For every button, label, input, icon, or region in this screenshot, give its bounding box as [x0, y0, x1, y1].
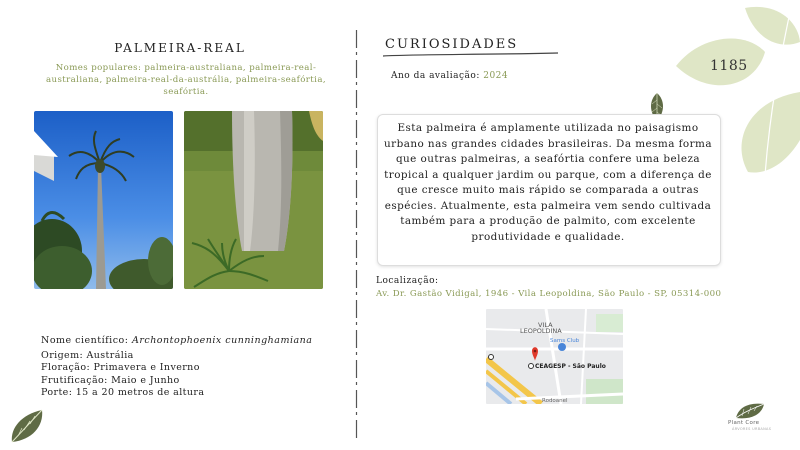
location-map[interactable]: [486, 309, 623, 404]
column-divider: [355, 30, 358, 442]
map-district-2: LEOPOLDINA: [520, 327, 562, 335]
map-poi-sams: Sams Club: [550, 338, 580, 344]
scientific-name: [41, 335, 312, 346]
plant-core-logo-icon: [734, 402, 766, 420]
logo-tagline: ÁRVORES URBANAS: [732, 427, 772, 431]
fact-fruiting: Frutificação: Maio e Junho: [41, 374, 180, 386]
palm-trunk-photo: [184, 111, 323, 289]
location-address: Av. Dr. Gastão Vidigal, 1946 - Vila Leopoldina, São Paulo - SP, 05314-000: [376, 289, 722, 299]
map-poi-ceagesp: CEAGESP - São Paulo: [535, 363, 606, 370]
leaf-icon-bottom-left: [8, 406, 48, 446]
fact-flowering: Floração: Primavera e Inverno: [41, 362, 200, 374]
location-label: Localização:: [376, 276, 439, 286]
map-road-label: Rodoanel: [542, 398, 568, 404]
fact-size: Porte: 15 a 20 metros de altura: [41, 386, 205, 398]
scientific-name-label: Nome científico:: [41, 335, 129, 346]
year-label: Ano da avaliação:: [391, 71, 480, 81]
title-underline: [383, 52, 558, 58]
plant-title: PALMEIRA-REAL: [114, 41, 246, 55]
leaf-shape-top: [745, 7, 800, 45]
logo-name: Plant Core: [728, 420, 760, 426]
leaf-shape-bottom: [741, 92, 800, 173]
curiosities-title: CURIOSIDADES: [385, 37, 519, 52]
year-value: 2024: [483, 71, 509, 81]
record-number: 1185: [710, 58, 748, 74]
map-district-1: VILA: [538, 321, 553, 329]
popular-names: Nomes populares: palmeira-australiana, palmeira-real-australiana, palmeira-real-da-austrália, palmeira-seafórtia, seafórtia.: [46, 63, 326, 97]
scientific-name-value: Archontophoenix cunninghamiana: [131, 335, 313, 346]
plant-facts: [41, 350, 204, 399]
evaluation-year: [391, 71, 508, 81]
palm-tree-photo: [34, 111, 173, 289]
curiosities-text: Esta palmeira é amplamente utilizada no paisagismo urbano nas grandes cidades brasileiras. Da mesma forma que outras palmeiras, a seafórtia confere uma beleza tropical a qualquer jardim ou parque, com a diferença de que cresce muito mais rápido se comparada a outras espécies. Atualmente, esta palmeira vem sendo cultivada também para a produção de palmito, com excelente produtividade e qualidade.: [384, 122, 712, 243]
fact-origin: Origem: Austrália: [41, 350, 134, 361]
